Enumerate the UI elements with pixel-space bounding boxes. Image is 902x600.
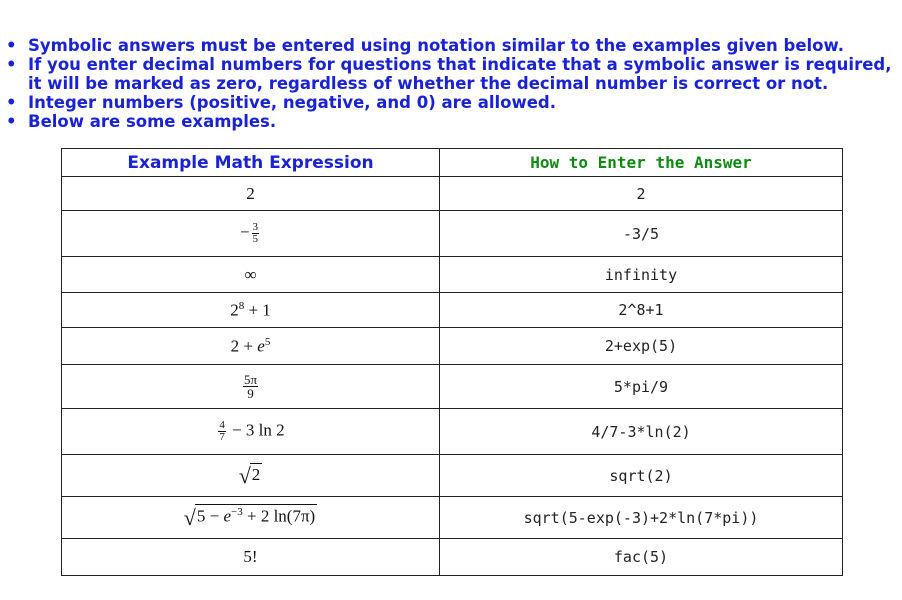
table-row (62, 293, 843, 328)
bullet-icon: • (6, 36, 17, 55)
fraction-numerator: 5π (243, 372, 258, 387)
fraction (252, 222, 260, 245)
answer-entry: fac(5) (440, 539, 843, 576)
math-expression (62, 455, 440, 497)
table-row (62, 365, 843, 409)
answer-entry: sqrt(5-exp(-3)+2*ln(7*pi)) (440, 497, 843, 539)
math-exponent: −3 (231, 506, 243, 519)
math-expression (62, 293, 440, 328)
fraction-numerator: 3 (252, 221, 259, 233)
math-expression (62, 365, 440, 409)
math-expression (62, 257, 440, 293)
instruction-text: Symbolic answers must be entered using notation similar to the examples given below. (28, 36, 844, 55)
square-root (184, 504, 317, 531)
math-text: 5 − (196, 506, 224, 526)
answer-entry: 2 (440, 177, 843, 211)
fraction-numerator: 4 (219, 419, 225, 431)
math-expression (62, 497, 440, 539)
table-row (62, 211, 843, 257)
instruction-item (6, 55, 896, 93)
fraction-denominator: 7 (219, 431, 225, 443)
table-row (62, 177, 843, 211)
bullet-icon: • (6, 55, 17, 74)
math-text: ∞ (244, 264, 257, 284)
instructions-list (6, 36, 896, 131)
radical-icon: √ (183, 504, 196, 530)
math-expression (62, 539, 440, 576)
answer-entry: 5*pi/9 (440, 365, 843, 409)
table-row (62, 455, 843, 497)
table-row (62, 409, 843, 455)
answer-entry: 4/7-3*ln(2) (440, 409, 843, 455)
math-text: 2 (230, 300, 239, 320)
instruction-item (6, 93, 896, 112)
math-text: − (239, 222, 250, 242)
instruction-text: If you enter decimal numbers for questions that indicate that a symbolic answer is required, it will be marked as zero, regardless of whether the decimal number is correct or not. (28, 55, 892, 93)
math-text: + 2 ln(7π) (242, 506, 316, 526)
instruction-text: Below are some examples. (28, 112, 277, 131)
math-expression (62, 409, 440, 455)
fraction (218, 420, 226, 443)
math-exponent: 5 (264, 335, 271, 348)
table-header-row (62, 149, 843, 177)
radicand: 2 (251, 464, 261, 484)
math-expression (62, 211, 440, 257)
table-row (62, 328, 843, 365)
bullet-icon: • (6, 112, 17, 131)
square-root (239, 463, 263, 489)
fraction-denominator: 9 (247, 386, 254, 401)
examples-table (61, 148, 843, 576)
table-row (62, 497, 843, 539)
math-text: − 3 ln 2 (227, 420, 285, 440)
math-variable: e (257, 336, 265, 356)
instruction-text: Integer numbers (positive, negative, and 0) are allowed. (28, 93, 556, 112)
math-exponent: 8 (238, 299, 245, 312)
instruction-item (6, 36, 896, 55)
answer-entry: sqrt(2) (440, 455, 843, 497)
bullet-icon: • (6, 93, 17, 112)
math-expression (62, 177, 440, 211)
math-expression (62, 328, 440, 365)
fraction-denominator: 5 (252, 233, 259, 245)
instruction-item (6, 112, 896, 131)
math-text: 5! (243, 547, 258, 566)
table-row (62, 539, 843, 576)
answer-entry: infinity (440, 257, 843, 293)
math-text: 2 + (230, 336, 258, 356)
math-text: + 1 (244, 300, 271, 320)
math-variable: e (223, 506, 232, 526)
radical-icon: √ (238, 462, 251, 488)
header-how-to-enter: How to Enter the Answer (440, 149, 843, 177)
answer-entry: 2^8+1 (440, 293, 843, 328)
radicand (195, 504, 317, 527)
answer-entry: 2+exp(5) (440, 328, 843, 365)
answer-entry: -3/5 (440, 211, 843, 257)
table-row (62, 257, 843, 293)
math-text: 2 (246, 183, 255, 203)
fraction (243, 373, 258, 400)
header-math-expression: Example Math Expression (62, 149, 440, 177)
